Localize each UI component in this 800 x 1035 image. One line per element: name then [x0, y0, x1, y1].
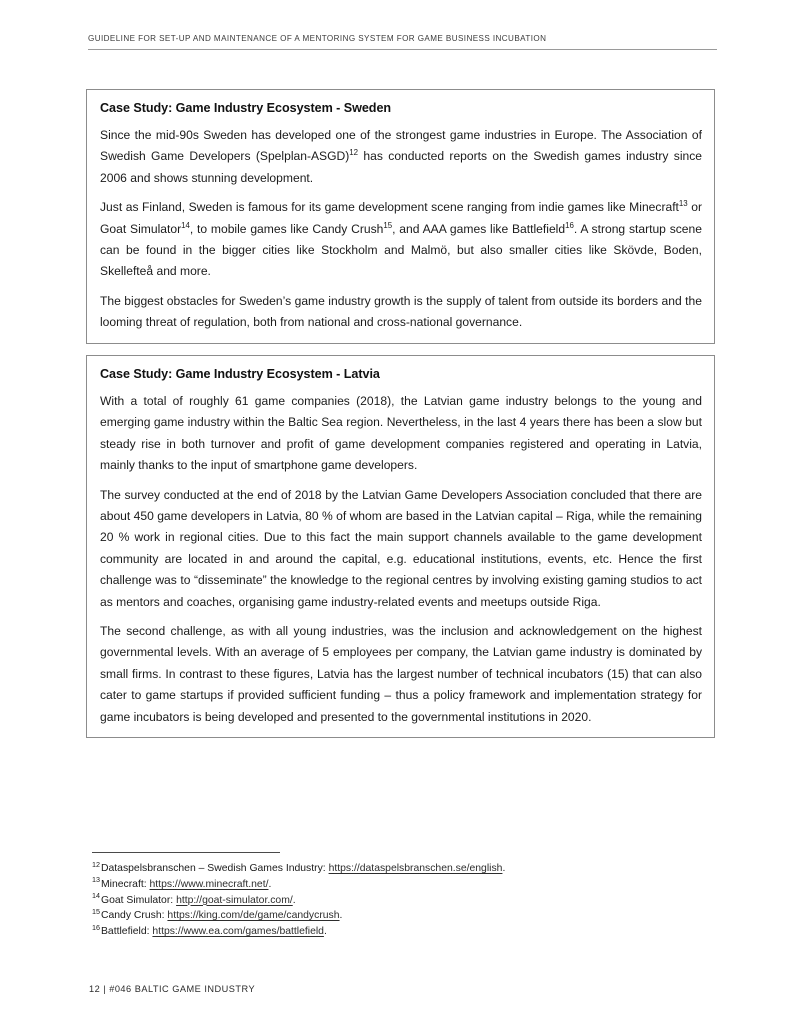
case-study-title-sweden: Case Study: Game Industry Ecosystem - Sweden [100, 101, 392, 115]
paragraph-text: has conducted reports on the Swedish games industry since 2006 and shows stunning development. [100, 149, 703, 185]
page-footer: 12 | #046 BALTIC GAME INDUSTRY [89, 984, 256, 994]
footnote-item [92, 908, 712, 924]
footnote-tail: . [268, 878, 272, 890]
footnote-link[interactable]: https://king.com/de/game/candycrush [167, 910, 340, 922]
footnote-reference-12[interactable]: 12 [349, 148, 359, 158]
footnote-link[interactable]: http://goat-simulator.com/ [176, 894, 293, 906]
paragraph-text: The second challenge, as with all young industries, was the inclusion and acknowledgement on the highest governmental levels. With an average of 5 employees per company, the Latvian game industry is dominated by small firms. In contrast to these figures, Latvia has the largest number of technical incubators (15) that can also cater to game startups if provided sufficient funding – thus a policy framework and implementation strategy for game incubators is being developed and presented to the governmental institutions in 2020. [100, 624, 702, 724]
footnote-tail: . [502, 863, 506, 874]
footnote-tail: . [323, 926, 327, 938]
paragraph-text: The survey conducted at the end of 2018 by the Latvian Game Developers Association concluded that there are about 450 game developers in Latvia, 80 % of whom are based in the Latvian capital – Riga, while the remaining 20 % work in regional cities. Due to this fact the main support channels available to the game development community are located in and around the capital, e.g. educational institutions, events, etc. Hence the first challenge was to “disseminate” the knowledge to the regional centres by involving existing gaming studios to act as mentors and coaches, organising game industry-related events and meetups outside Riga. [100, 487, 702, 609]
case-study-title-latvia: Case Study: Game Industry Ecosystem - Latvia [100, 367, 380, 381]
document-running-header [88, 33, 717, 50]
case-study-paragraph [100, 291, 702, 334]
case-study-paragraph [100, 197, 702, 283]
case-study-paragraph [100, 391, 702, 477]
footnote-separator-rule [92, 852, 280, 853]
footnote-item [92, 877, 712, 893]
paragraph-text: With a total of roughly 61 game companies (2018), the Latvian game industry belongs to the young and emerging game industry within the Baltic Sea region. Nevertheless, in the last 4 years there has been a slow but steady rise in both turnover and profit of game development companies registered and operating in Latvia, mainly thanks to the input of smartphone game developers. [100, 394, 702, 473]
case-study-box-sweden [86, 89, 715, 344]
footnote-item [92, 893, 712, 909]
footnote-link[interactable]: https://www.minecraft.net/ [149, 878, 269, 890]
footnote-label: Goat Simulator: [101, 894, 177, 906]
case-study-paragraph [100, 485, 702, 613]
footnote-reference-16[interactable]: 16 [565, 220, 574, 230]
footnote-reference-15[interactable]: 15 [383, 220, 393, 230]
footnote-reference-13[interactable]: 13 [678, 199, 688, 209]
case-study-box-latvia [86, 355, 715, 738]
footnote-label: Dataspelsbranschen – Swedish Games Industry: [101, 863, 329, 874]
footnote-marker: 16 [92, 922, 100, 932]
footnote-reference-14[interactable]: 14 [181, 220, 190, 230]
paragraph-text: , to mobile games like Candy Crush [189, 221, 384, 236]
footnote-tail: . [339, 910, 343, 922]
footnote-marker: 12 [92, 859, 100, 869]
footnote-label: Candy Crush: [101, 910, 168, 922]
paragraph-text: The biggest obstacles for Sweden’s game industry growth is the supply of talent from outside its borders and the looming threat of regulation, both from national and cross-national governance. [100, 293, 702, 330]
footnote-marker: 14 [92, 891, 100, 901]
footnote-marker: 13 [92, 875, 100, 885]
running-header-title: GUIDELINE FOR SET-UP AND MAINTENANCE OF A MENTORING SYSTEM FOR GAME BUSINESS INCUBATION [88, 34, 547, 43]
footnote-label: Battlefield: [101, 926, 153, 938]
footnote-tail: . [292, 894, 296, 906]
footnote-item [92, 861, 712, 877]
paragraph-text: Since the mid-90s Sweden has developed one of the strongest game industries in Europe. The Association of Swedish Game Developers (Spelplan-ASGD) [100, 128, 702, 164]
footnote-link[interactable]: https://dataspelsbranschen.se/english [328, 863, 503, 874]
paragraph-text: Just as Finland, Sweden is famous for its game development scene ranging from indie games like Minecraft [100, 200, 679, 215]
header-divider-rule [88, 49, 717, 50]
footnote-list [92, 861, 712, 940]
paragraph-text: , and AAA games like Battlefield [392, 221, 566, 236]
paragraph-text: . A strong startup scene can be found in the bigger cities like Stockholm and Malmö, but also smaller cities like Skövde, Boden, Skellefteå and more. [100, 221, 702, 279]
footnote-link[interactable]: https://www.ea.com/games/battlefield [152, 926, 324, 938]
case-study-paragraph [100, 621, 702, 728]
footnote-area [92, 852, 712, 940]
footnote-item [92, 924, 712, 940]
case-study-paragraph [100, 125, 702, 189]
paragraph-text: or Goat Simulator [100, 200, 702, 236]
footnote-label: Minecraft: [101, 878, 150, 890]
footnote-marker: 15 [92, 906, 100, 916]
